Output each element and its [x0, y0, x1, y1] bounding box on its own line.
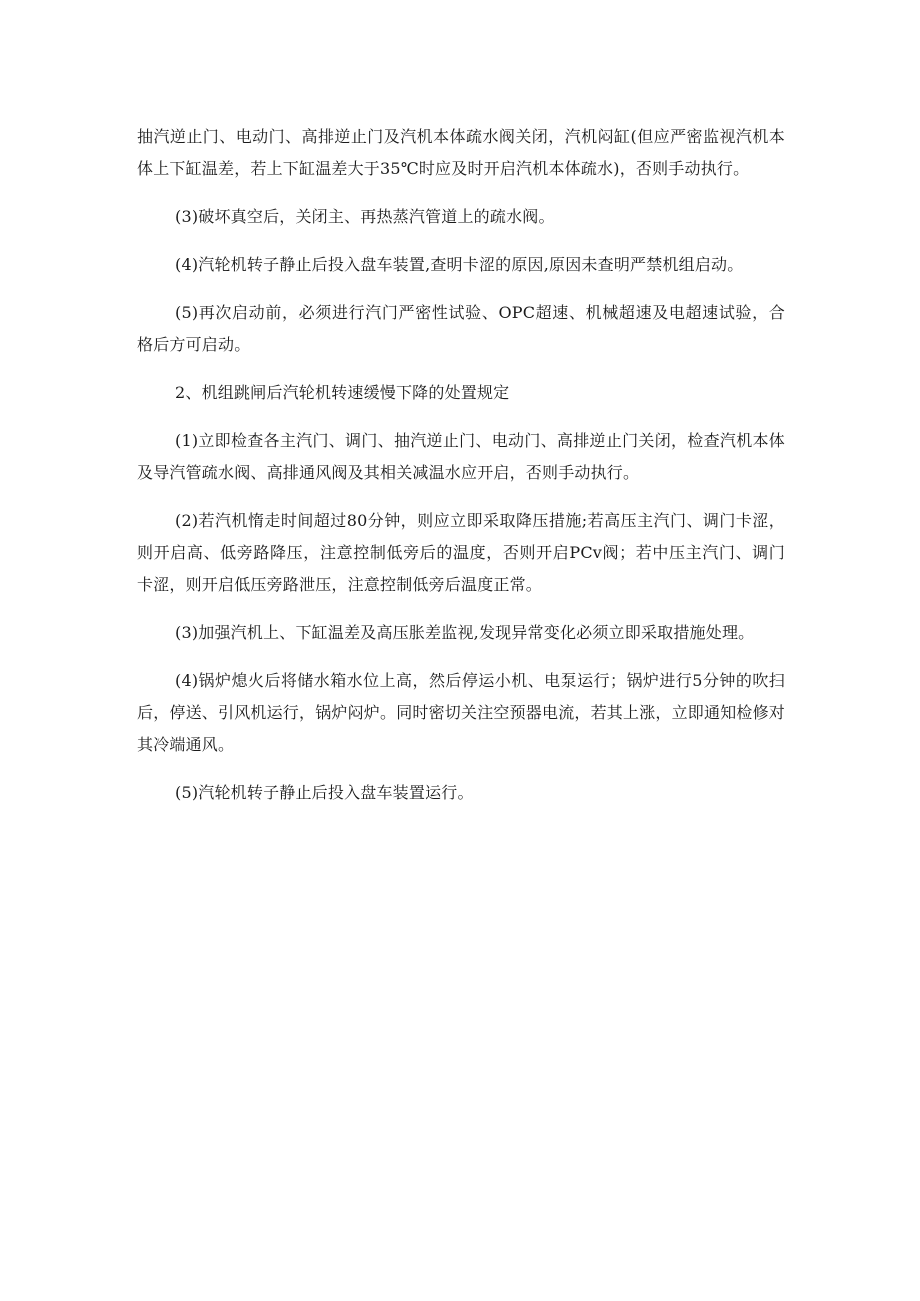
section-heading-2: 2、机组跳闸后汽轮机转速缓慢下降的处置规定	[175, 383, 510, 402]
paragraph-section2-step-3: (3)加强汽机上、下缸温差及高压胀差监视,发现异常变化必须立即采取措施处理。	[175, 623, 755, 642]
paragraph-step-4: (4)汽轮机转子静止后投入盘车装置,查明卡涩的原因,原因未查明严禁机组启动。	[175, 255, 744, 274]
paragraph-section2-step-5: (5)汽轮机转子静止后投入盘车装置运行。	[175, 783, 474, 802]
document-body	[137, 121, 785, 825]
paragraph-step-3: (3)破坏真空后，关闭主、再热蒸汽管道上的疏水阀。	[175, 207, 555, 226]
paragraph-section2-step-2: (2)若汽机惰走时间超过80分钟，则应立即采取降压措施;若高压主汽门、调门卡涩，则开启高、低旁路降压，注意控制低旁后的温度，否则开启PCv阀；若中压主汽门、调门卡涩，则开启低压旁路泄压，注意控制低旁后温度正常。	[137, 511, 785, 594]
paragraph-section2-step-1: (1)立即检查各主汽门、调门、抽汽逆止门、电动门、高排逆止门关闭，检查汽机本体及导汽管疏水阀、高排通风阀及其相关减温水应开启，否则手动执行。	[137, 431, 785, 482]
paragraph-section2-step-4: (4)锅炉熄火后将储水箱水位上高，然后停运小机、电泵运行；锅炉进行5分钟的吹扫后，停送、引风机运行，锅炉闷炉。同时密切关注空预器电流，若其上涨，立即通知检修对其冷端通风。	[137, 671, 786, 754]
paragraph-step-5: (5)再次启动前，必须进行汽门严密性试验、OPC超速、机械超速及电超速试验，合格后方可启动。	[137, 303, 785, 354]
paragraph-continuation: 抽汽逆止门、电动门、高排逆止门及汽机本体疏水阀关闭，汽机闷缸(但应严密监视汽机本体上下缸温差，若上下缸温差大于35℃时应及时开启汽机本体疏水)，否则手动执行。	[137, 127, 785, 178]
